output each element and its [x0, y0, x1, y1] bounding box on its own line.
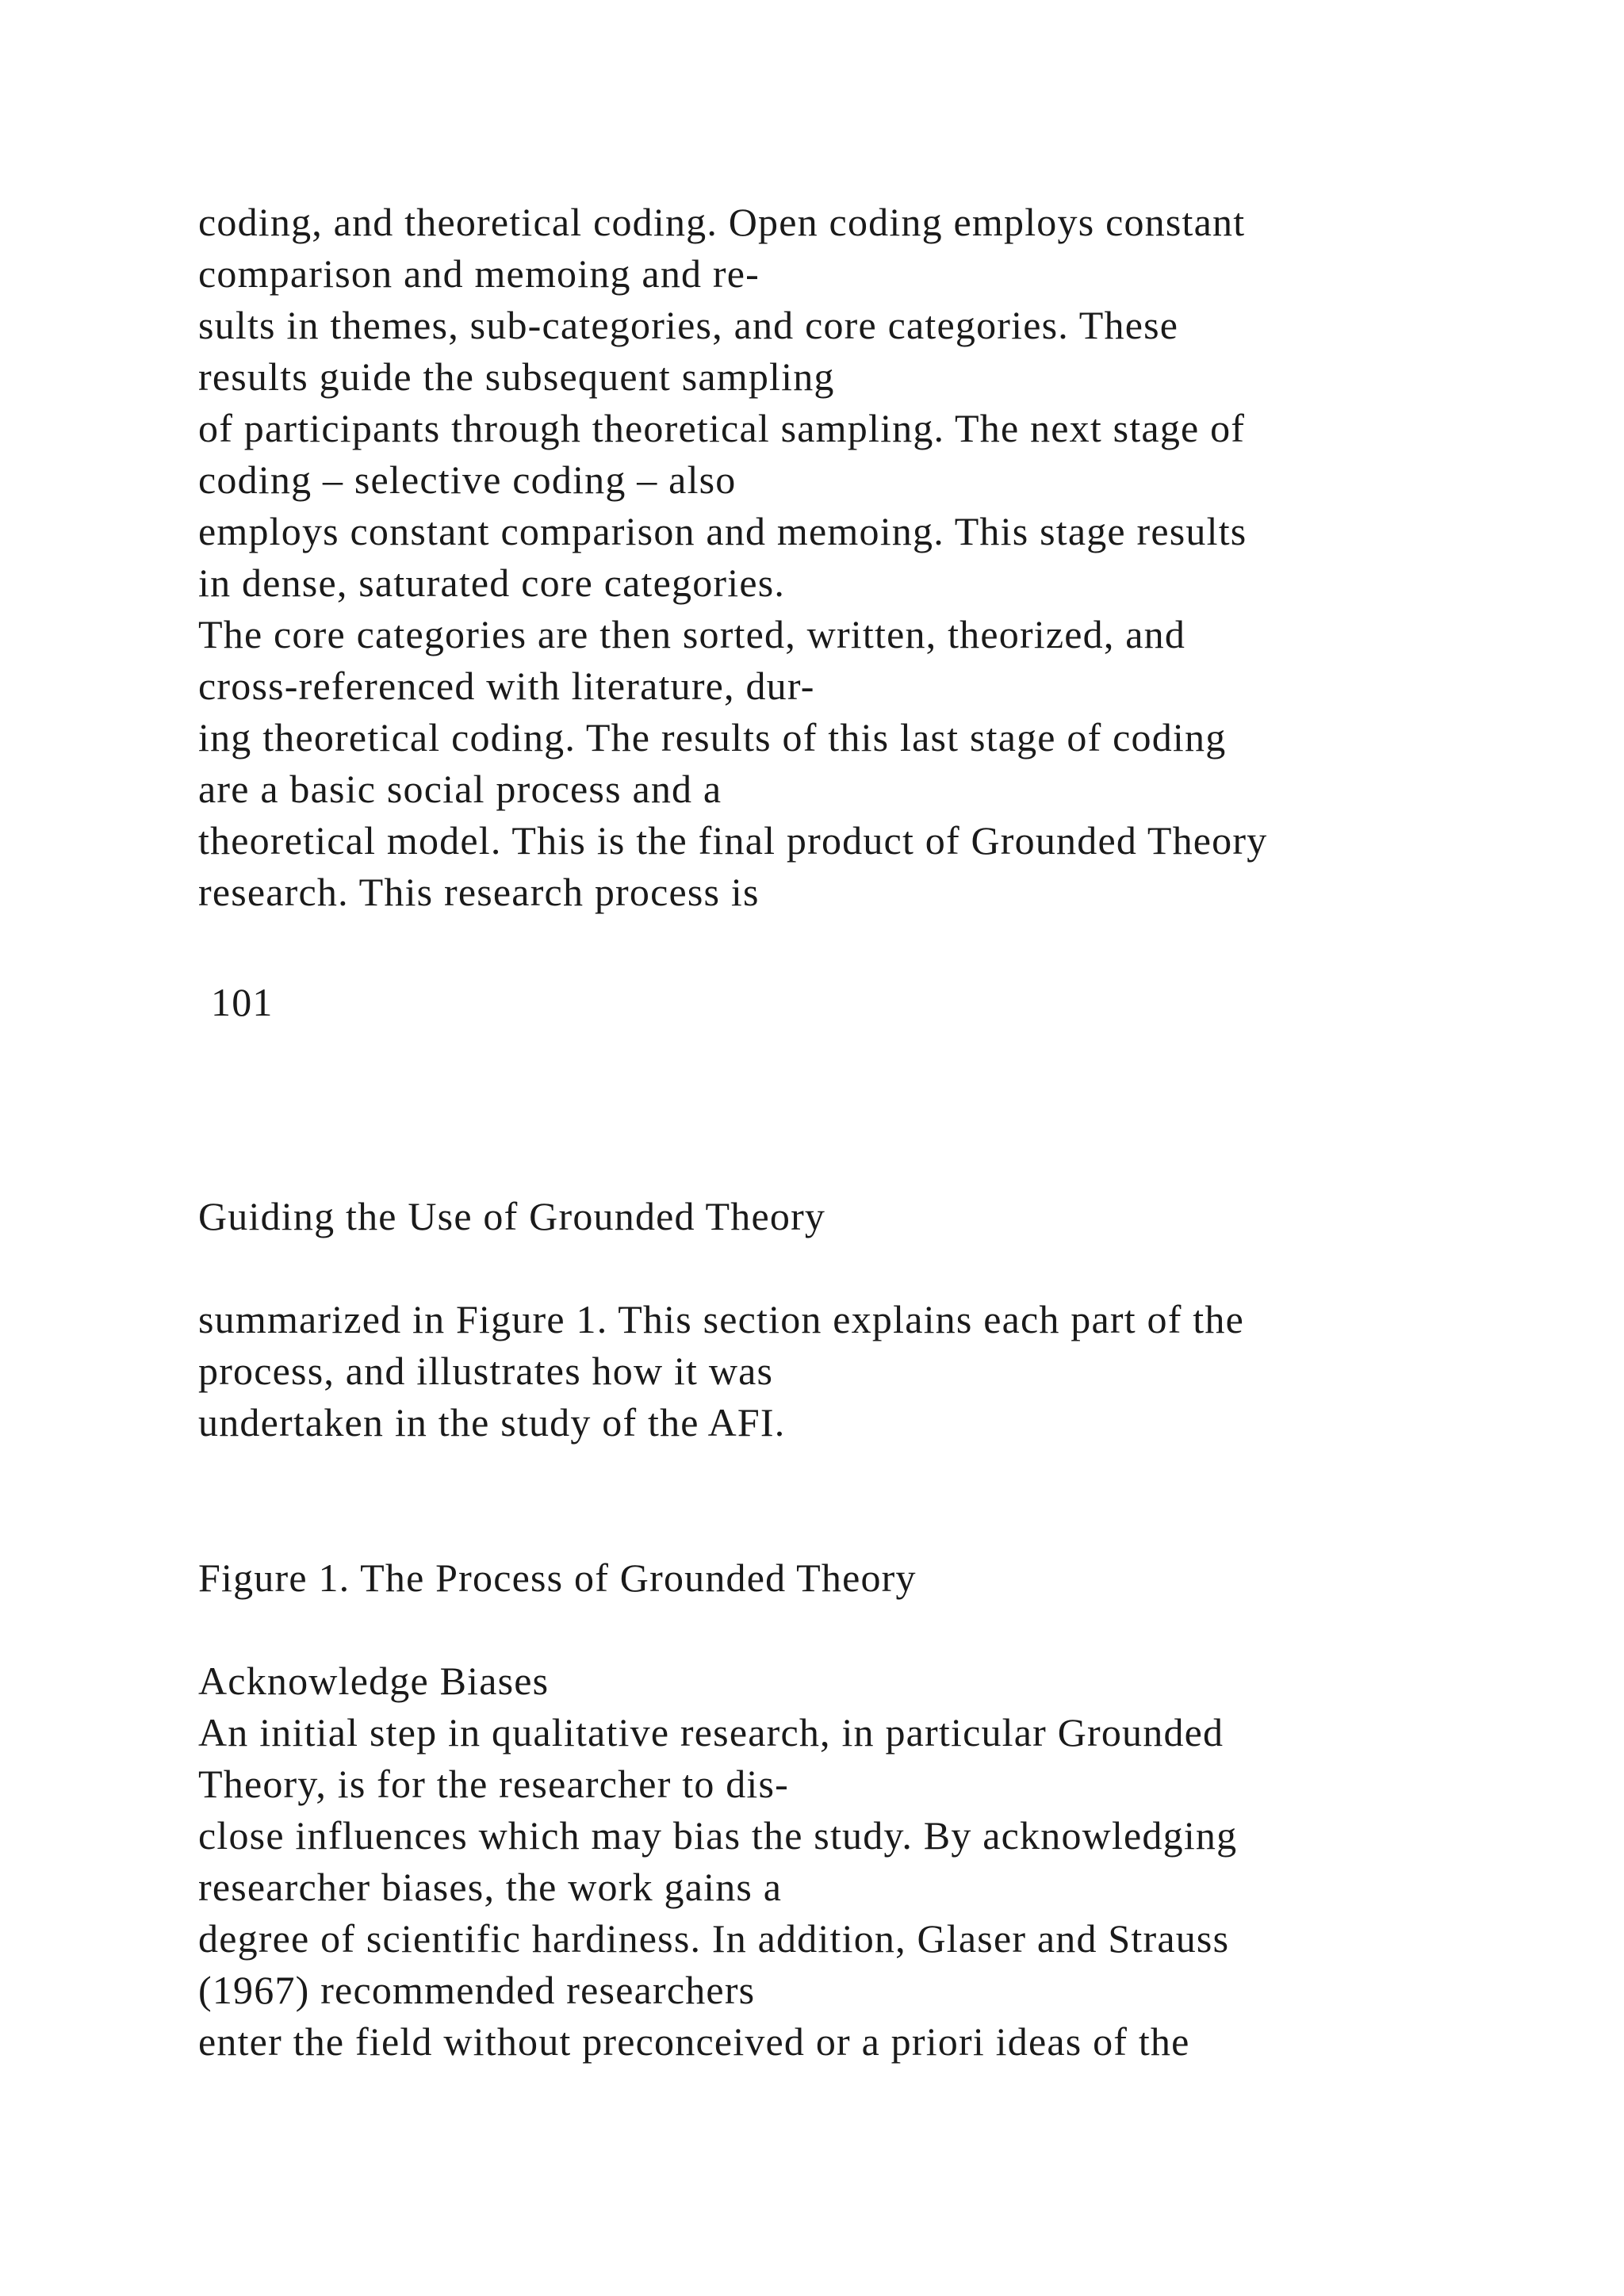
paragraph-coding-stages	[198, 197, 1562, 918]
text-line: The core categories are then sorted, written, theorized, and	[198, 612, 1186, 656]
text-line: (1967) recommended researchers	[198, 1968, 756, 2012]
text-line: An initial step in qualitative research, in particular Grounded	[198, 1710, 1224, 1755]
text-line: are a basic social process and a	[198, 767, 722, 811]
text-line: undertaken in the study of the AFI.	[198, 1400, 786, 1445]
figure-caption: Figure 1. The Process of Grounded Theory	[198, 1556, 917, 1600]
text-line: coding – selective coding – also	[198, 457, 737, 502]
text-line: researcher biases, the work gains a	[198, 1865, 783, 1909]
text-line: process, and illustrates how it was	[198, 1349, 774, 1393]
text-line: of participants through theoretical sampling. The next stage of	[198, 406, 1246, 450]
text-line: cross-referenced with literature, dur-	[198, 664, 815, 708]
text-line: degree of scientific hardiness. In addition, Glaser and Strauss	[198, 1916, 1230, 1961]
section-heading: Acknowledge Biases	[198, 1659, 550, 1703]
text-line: comparison and memoing and re-	[198, 251, 760, 296]
text-line: in dense, saturated core categories.	[198, 561, 786, 605]
page-number: 101	[211, 980, 274, 1024]
text-line: summarized in Figure 1. This section explains each part of the	[198, 1297, 1244, 1341]
text-line: results guide the subsequent sampling	[198, 354, 835, 399]
text-line: enter the field without preconceived or a priori ideas of the	[198, 2019, 1190, 2064]
text-line: Theory, is for the researcher to dis-	[198, 1762, 790, 1806]
paragraph-summary	[198, 1294, 1562, 1448]
text-line: coding, and theoretical coding. Open coding employs constant	[198, 200, 1246, 244]
running-header: Guiding the Use of Grounded Theory	[198, 1194, 826, 1238]
text-line: employs constant comparison and memoing. This stage results	[198, 509, 1247, 553]
text-line: research. This research process is	[198, 870, 760, 914]
text-line: ing theoretical coding. The results of this last stage of coding	[198, 715, 1227, 760]
paragraph-acknowledge-biases	[198, 1707, 1562, 2068]
text-line: close influences which may bias the study. By acknowledging	[198, 1813, 1238, 1858]
text-line: sults in themes, sub-categories, and core categories. These	[198, 303, 1179, 347]
text-line: theoretical model. This is the final product of Grounded Theory	[198, 818, 1268, 863]
